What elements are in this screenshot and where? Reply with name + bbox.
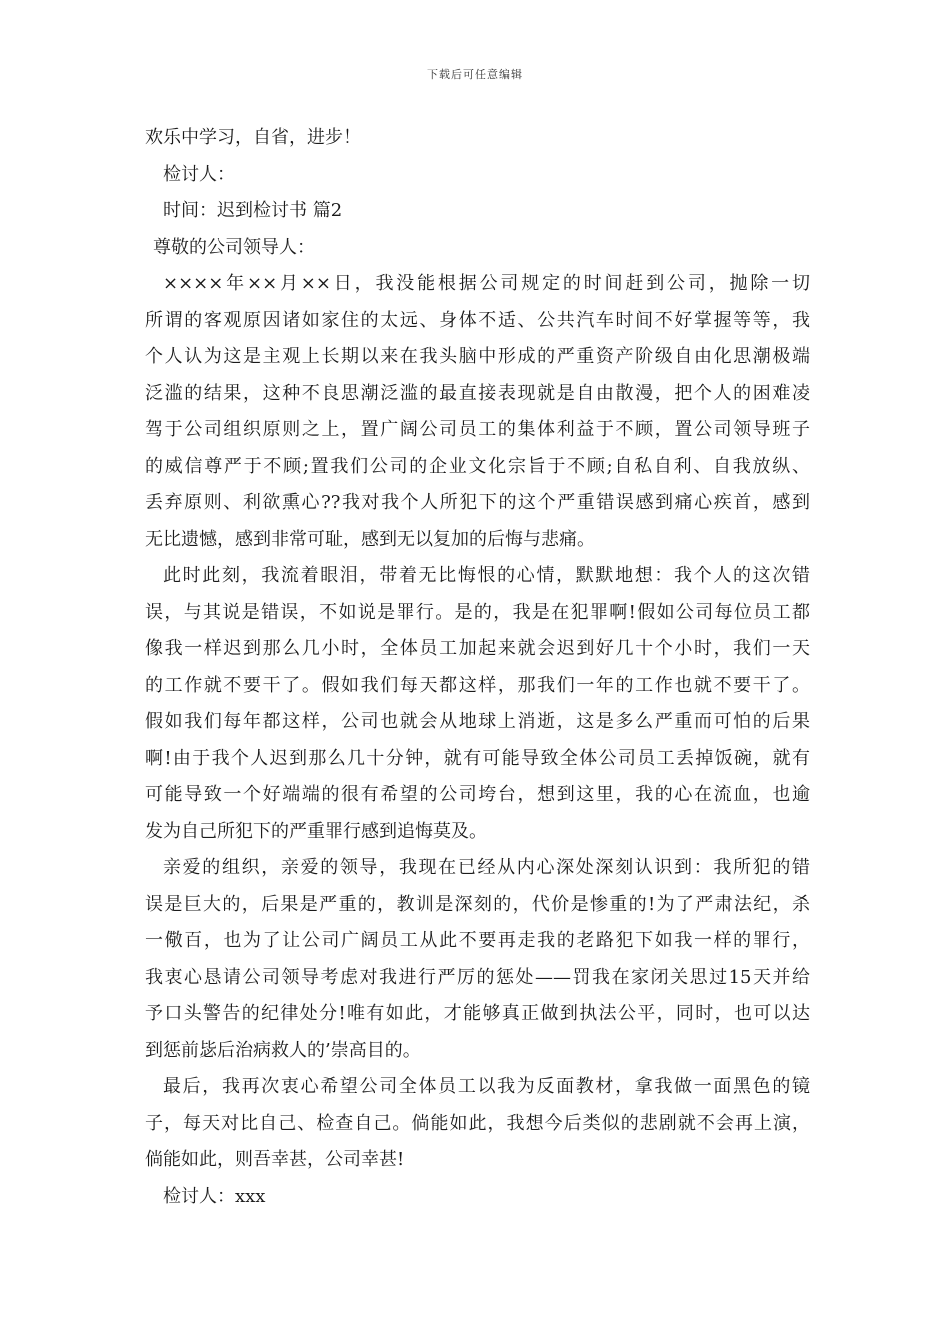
document-line: 无比遗憾，感到非常可耻，感到无以复加的后悔与悲痛。 xyxy=(145,528,595,550)
document-line: 倘能如此，则吾幸甚，公司幸甚! xyxy=(145,1149,405,1170)
document-line: 最后，我再次衷心希望公司全体员工以我为反面教材，拿我做一面黑色的镜 xyxy=(163,1076,810,1097)
document-line: 一儆百，也为了让公司广阔员工从此不要再走我的老路犯下如我一样的罪行， xyxy=(145,930,810,951)
document-line: 亲爱的组织，亲爱的领导，我现在已经从内心深处深刻认识到：我所犯的错 xyxy=(163,857,810,878)
document-line: 检讨人：xxx xyxy=(163,1185,266,1207)
document-line: 像我一样迟到那么几小时，全体员工加起来就会迟到好几十个小时，我们一天 xyxy=(145,638,810,659)
document-line: 丢弃原则、利欲熏心??我对我个人所犯下的这个严重错误感到痛心疾首，感到 xyxy=(145,492,810,513)
document-line: 欢乐中学习，自省，进步！ xyxy=(145,127,361,148)
document-line: 到惩前毖后治病救人的’崇高目的。 xyxy=(145,1039,421,1061)
document-line: ××××年××月××日，我没能根据公司规定的时间赶到公司，抛除一切 xyxy=(163,273,810,294)
document-line: 时间：迟到检讨书 篇2 xyxy=(163,200,343,221)
document-line: 我衷心恳请公司领导考虑对我进行严厉的惩处——罚我在家闭关思过15天并给 xyxy=(145,966,810,988)
document-line: 假如我们每年都这样，公司也就会从地球上消逝，这是多么严重而可怕的后果 xyxy=(145,711,810,732)
document-line: 予口头警告的纪律处分!唯有如此，才能够真正做到执法公平，同时，也可以达 xyxy=(145,1003,810,1024)
document-line: 啊!由于我个人迟到那么几十分钟，就有可能导致全体公司员工丢掉饭碗，就有 xyxy=(145,747,810,769)
document-body xyxy=(145,120,810,1215)
document-line: 此时此刻，我流着眼泪，带着无比悔恨的心情，默默地想：我个人的这次错 xyxy=(163,565,810,586)
document-line: 误，与其说是错误，不如说是罪行。是的，我是在犯罪啊!假如公司每位员工都 xyxy=(145,601,810,623)
document-line: 泛滥的结果，这种不良思潮泛滥的最直接表现就是自由散漫，把个人的困难凌 xyxy=(145,382,810,404)
document-line: 检讨人： xyxy=(163,163,235,185)
document-line: 可能导致一个好端端的很有希望的公司垮台，想到这里，我的心在流血，也逾 xyxy=(145,784,810,805)
document-line: 驾于公司组织原则之上，置广阔公司员工的集体利益于不顾，置公司领导班子 xyxy=(145,419,810,440)
document-line: 的威信尊严于不顾;置我们公司的企业文化宗旨于不顾;自私自利、自我放纵、 xyxy=(145,455,810,477)
page-header-note: 下载后可任意编辑 xyxy=(427,68,523,81)
document-line: 误是巨大的，后果是严重的，教训是深刻的，代价是惨重的!为了严肃法纪，杀 xyxy=(145,893,810,915)
document-line: 的工作就不要干了。假如我们每天都这样，那我们一年的工作也就不要干了。 xyxy=(145,674,810,696)
document-line: 所谓的客观原因诸如家住的太远、身体不适、公共汽车时间不好掌握等等，我 xyxy=(145,309,810,331)
document-line: 子，每天对比自己、检查自己。倘能如此，我想今后类似的悲剧就不会再上演， xyxy=(145,1112,810,1134)
document-line: 尊敬的公司领导人： xyxy=(153,236,315,258)
document-line: 发为自己所犯下的严重罪行感到追悔莫及。 xyxy=(145,820,487,842)
document-line: 个人认为这是主观上长期以来在我头脑中形成的严重资产阶级自由化思潮极端 xyxy=(145,346,810,367)
